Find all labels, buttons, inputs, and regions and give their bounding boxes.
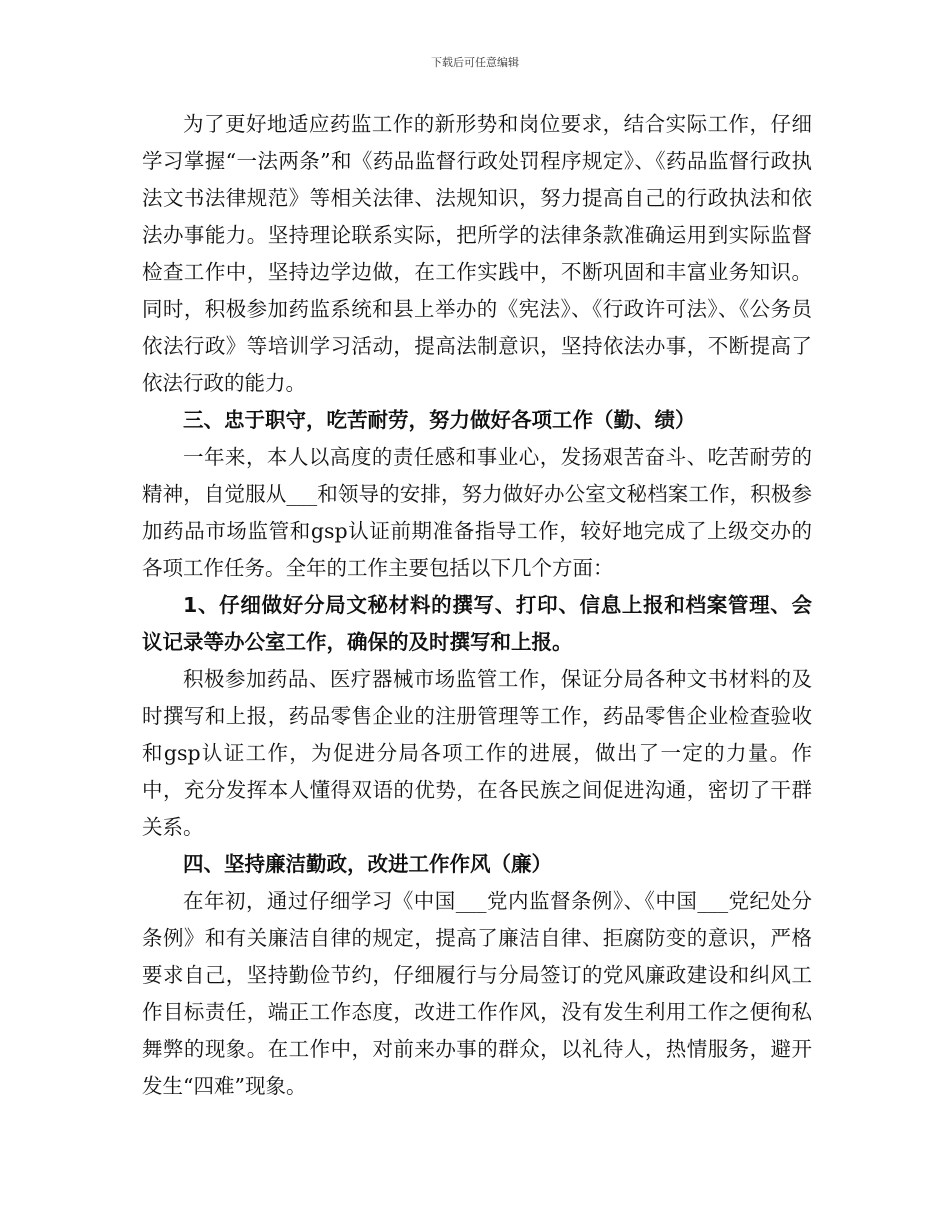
- section-heading-three: 三、忠于职守，吃苦耐劳，努力做好各项工作（勤、绩）: [183, 408, 696, 432]
- subheading-office-work: 1、仔细做好分局文秘材料的撰写、打印、信息上报和档案管理、会议记录等办公室工作，确保的及时撰写和上报。: [142, 593, 812, 654]
- document-body: [142, 106, 812, 1105]
- page-header: 下载后可任意编辑: [431, 56, 519, 69]
- paragraph-integrity: 在年初，通过仔细学习《中国___党内监督条例》、《中国___党纪处分条例》和有关廉洁自律的规定，提高了廉洁自律、拒腐防变的意识，严格要求自己，坚持勤俭节约，仔细履行与分局签订的党风廉政建设和纠风工作目标责任，端正工作态度，改进工作作风，没有发生利用工作之便徇私舞弊的现象。在工作中，对前来办事的群众，以礼待人，热情服务，避开发生“四难”现象。: [142, 889, 812, 1098]
- paragraph-year-summary: 一年来，本人以高度的责任感和事业心，发扬艰苦奋斗、吃苦耐劳的精神，自觉服从___和领导的安排，努力做好办公室文秘档案工作，积极参加药品市场监管和gsp认证前期准备指导工作，较好地完成了上级交办的各项工作任务。全年的工作主要包括以下几个方面：: [142, 445, 812, 580]
- paragraph-market-supervision: 积极参加药品、医疗器械市场监管工作，保证分局各种文书材料的及时撰写和上报，药品零售企业的注册管理等工作，药品零售企业检查验收和gsp认证工作，为促进分局各项工作的进展，做出了一定的力量。作中，充分发挥本人懂得双语的优势，在各民族之间促进沟通，密切了干群关系。: [142, 667, 812, 839]
- section-heading-four: 四、坚持廉洁勤政，改进工作作风（廉）: [183, 852, 552, 876]
- paragraph-legal-study: 为了更好地适应药监工作的新形势和岗位要求，结合实际工作，仔细学习掌握“一法两条”和《药品监督行政处罚程序规定》、《药品监督行政执法文书法律规范》等相关法律、法规知识，努力提高自己的行政执法和依法办事能力。坚持理论联系实际，把所学的法律条款准确运用到实际监督检查工作中，坚持边学边做，在工作实践中，不断巩固和丰富业务知识。同时，积极参加药监系统和县上举办的《宪法》、《行政许可法》、《公务员依法行政》等培训学习活动，提高法制意识，坚持依法办事，不断提高了依法行政的能力。: [142, 112, 812, 395]
